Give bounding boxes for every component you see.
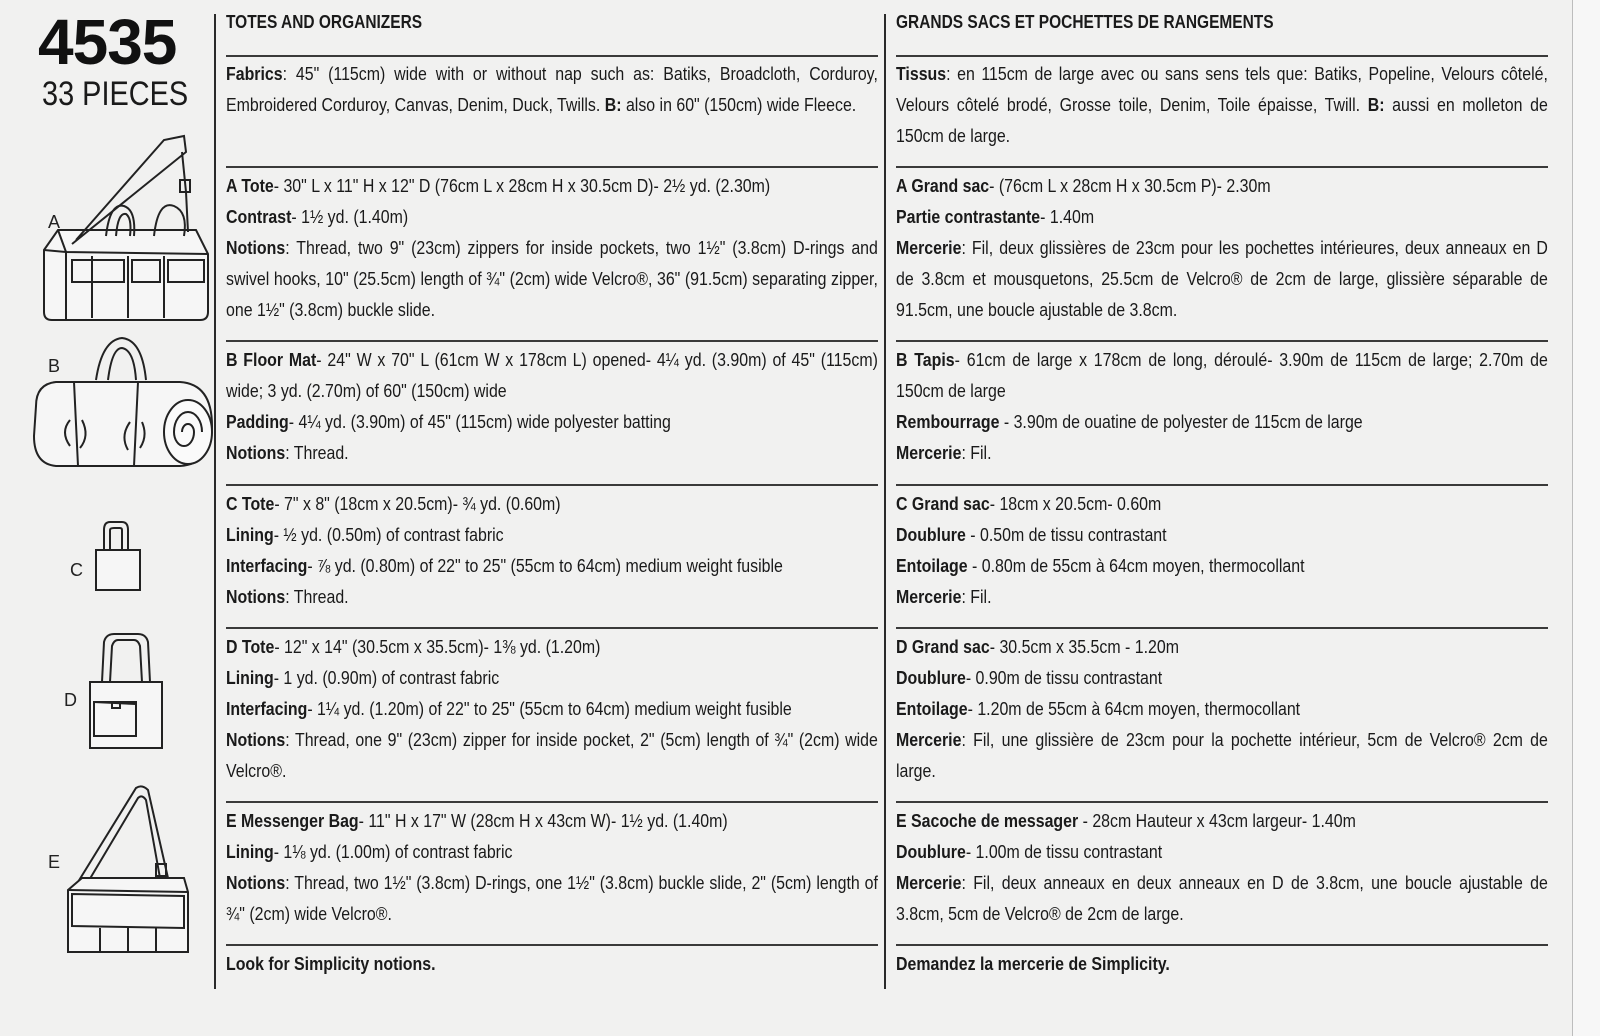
rule: [896, 340, 1548, 342]
french-fabrics: [896, 58, 1548, 151]
spec-line: D Tote- 12" x 14" (30.5cm x 35.5cm)- 1⅜ yd. (1.20m): [226, 636, 601, 657]
rule: [896, 484, 1548, 486]
french-view-d: [896, 631, 1548, 786]
rule: [226, 55, 878, 57]
spec-line: Notions: Thread.: [226, 442, 349, 463]
spec-line: Padding- 4¼ yd. (3.90m) of 45" (115cm) wide polyester batting: [226, 411, 671, 432]
spec-line: Notions: Thread, one 9" (23cm) zipper for inside pocket, 2" (5cm) length of ¾" (2cm) wide Velcro®.: [226, 729, 878, 781]
english-title: TOTES AND ORGANIZERS: [226, 12, 423, 32]
tissus-b-text: aussi en molleton de 150cm de large.: [896, 94, 1548, 146]
spec-line: Lining- 1 yd. (0.90m) of contrast fabric: [226, 667, 500, 688]
spec-line: Contrast- 1½ yd. (1.40m): [226, 206, 409, 227]
spec-line: Mercerie: Fil.: [896, 586, 992, 607]
spec-line: A Grand sac- (76cm L x 28cm H x 30.5cm P)- 2.30m: [896, 175, 1271, 196]
duffle-tote-illustration: [36, 132, 216, 324]
english-fabrics: [226, 58, 878, 120]
spec-line: E Sacoche de messager - 28cm Hauteur x 43cm largeur- 1.40m: [896, 810, 1356, 831]
scan-edge: [1572, 0, 1600, 1036]
french-view-a: [896, 170, 1548, 325]
spec-line: Mercerie: Fil, une glissière de 23cm pour la pochette intérieur, 5cm de Velcro® 2cm de large.: [896, 729, 1548, 781]
view-letter-c: C: [70, 560, 83, 580]
spec-line: Mercerie: Fil.: [896, 442, 992, 463]
view-letter-d: D: [64, 690, 77, 710]
french-view-b: [896, 344, 1548, 468]
english-view-e: [226, 805, 878, 929]
rule: [226, 801, 878, 803]
english-view-a: [226, 170, 878, 325]
spec-line: B Tapis- 61cm de large x 178cm de long, déroulé- 3.90m de 115cm de large; 2.70m de 150cm de large: [896, 349, 1548, 401]
spec-line: Interfacing- 1¼ yd. (1.20m) of 22" to 25" (55cm to 64cm) medium weight fusible: [226, 698, 792, 719]
spec-line: Rembourrage - 3.90m de ouatine de polyester de 115cm de large: [896, 411, 1363, 432]
rule: [226, 484, 878, 486]
spec-line: Lining- 1⅛ yd. (1.00m) of contrast fabric: [226, 841, 513, 862]
view-letter-e: E: [48, 852, 61, 872]
pieces-count: 33 PIECES: [42, 75, 189, 113]
fabrics-b-label: B:: [604, 94, 622, 115]
messenger-bag-illustration: [64, 782, 194, 954]
spec-line: Doublure- 0.90m de tissu contrastant: [896, 667, 1163, 688]
spec-line: D Grand sac- 30.5cm x 35.5cm - 1.20m: [896, 636, 1179, 657]
small-tote-illustration: [92, 520, 144, 592]
rule: [226, 340, 878, 342]
english-view-c: [226, 488, 878, 612]
spec-line: Notions: Thread, two 1½" (3.8cm) D-rings, one 1½" (3.8cm) buckle slide, 2" (5cm) length of ¾" (2cm) wide Velcro®.: [226, 872, 878, 924]
rule: [896, 166, 1548, 168]
english-view-d: [226, 631, 878, 786]
spec-line: C Grand sac- 18cm x 20.5cm- 0.60m: [896, 493, 1162, 514]
english-view-b: [226, 344, 878, 468]
spec-line: A Tote- 30" L x 11" H x 12" D (76cm L x 28cm H x 30.5cm D)- 2½ yd. (2.30m): [226, 175, 771, 196]
fabrics-label: Fabrics: [226, 63, 283, 84]
rolled-floor-mat-illustration: [30, 336, 216, 470]
spec-line: Doublure - 0.50m de tissu contrastant: [896, 524, 1167, 545]
spec-line: Notions: Thread.: [226, 586, 349, 607]
fabrics-b-text: also in 60" (150cm) wide Fleece.: [621, 94, 857, 115]
tissus-label: Tissus: [896, 63, 947, 84]
view-letter-a: A: [48, 212, 61, 232]
spec-line: Lining- ½ yd. (0.50m) of contrast fabric: [226, 524, 504, 545]
english-footer: Look for Simplicity notions.: [226, 953, 436, 974]
view-letter-b: B: [48, 356, 61, 376]
spec-line: B Floor Mat- 24" W x 70" L (61cm W x 178cm L) opened- 4¼ yd. (3.90m) of 45" (115cm) wide; 3 yd. (2.70m) of 60" (150cm) wide: [226, 349, 878, 401]
french-view-e: [896, 805, 1548, 929]
spec-line: Mercerie: Fil, deux anneaux en deux anneaux en D de 3.8cm, une boucle ajustable de 3.8cm, 5cm de Velcro® de 2cm de large.: [896, 872, 1548, 924]
spec-line: Interfacing- ⅞ yd. (0.80m) of 22" to 25" (55cm to 64cm) medium weight fusible: [226, 555, 783, 576]
spec-line: Entoilage - 0.80m de 55cm à 64cm moyen, thermocollant: [896, 555, 1305, 576]
rule: [896, 55, 1548, 57]
french-footer: Demandez la mercerie de Simplicity.: [896, 953, 1170, 974]
fabrics-text: : 45" (115cm) wide with or without nap such as: Batiks, Broadcloth, Corduroy, Embroidered Corduroy, Canvas, Denim, Duck, Twills.: [226, 63, 878, 115]
rule: [896, 944, 1548, 946]
rule: [896, 627, 1548, 629]
french-view-c: [896, 488, 1548, 612]
spec-line: E Messenger Bag- 11" H x 17" W (28cm H x 43cm W)- 1½ yd. (1.40m): [226, 810, 728, 831]
tissus-text: : en 115cm de large avec ou sans sens tels que: Batiks, Popeline, Velours côtelé, Velours côtelé brodé, Grosse toile, Denim, Toile épaisse, Twill.: [896, 63, 1548, 115]
tote-with-pocket-illustration: [86, 632, 166, 750]
tissus-b-label: B:: [1367, 94, 1385, 115]
rule: [226, 166, 878, 168]
spec-line: Mercerie: Fil, deux glissières de 23cm pour les pochettes intérieures, deux anneaux en D de 3.8cm et mousquetons, 25.5cm de Velcro® de 2cm de large, glissière séparable de 91.5cm, une boucle ajustable de 3.8cm.: [896, 237, 1548, 320]
french-title: GRANDS SACS ET POCHETTES DE RANGEMENTS: [896, 12, 1274, 32]
rule: [226, 944, 878, 946]
spec-line: Partie contrastante- 1.40m: [896, 206, 1095, 227]
spec-line: Notions: Thread, two 9" (23cm) zippers for inside pockets, two 1½" (3.8cm) D-rings and swivel hooks, 10" (25.5cm) length of ¾" (2cm) wide Velcro®, 36" (91.5cm) separating zipper, one 1½" (3.8cm) buckle slide.: [226, 237, 878, 320]
spec-line: Doublure- 1.00m de tissu contrastant: [896, 841, 1163, 862]
rule: [896, 801, 1548, 803]
rule: [226, 627, 878, 629]
spec-line: Entoilage- 1.20m de 55cm à 64cm moyen, thermocollant: [896, 698, 1301, 719]
center-column-divider: [884, 14, 886, 989]
spec-line: C Tote- 7" x 8" (18cm x 20.5cm)- ¾ yd. (0.60m): [226, 493, 561, 514]
pattern-number: 4535: [38, 6, 177, 78]
left-column-divider: [214, 14, 216, 989]
